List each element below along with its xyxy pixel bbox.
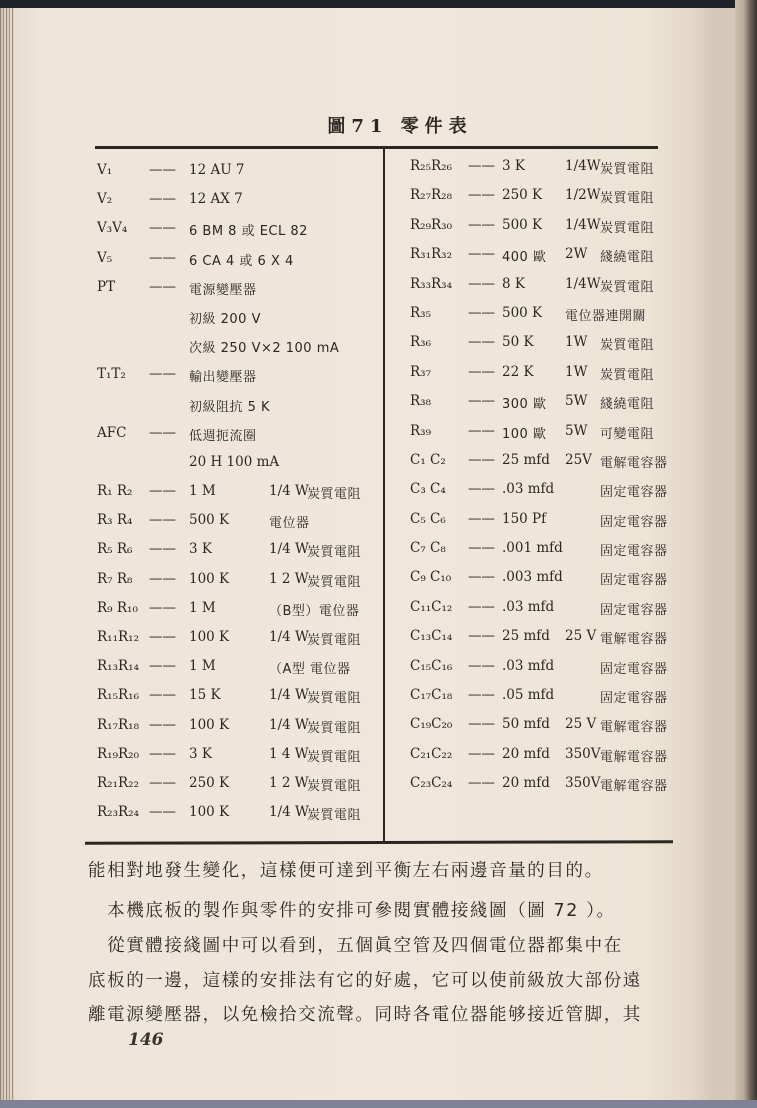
separator-dash: —— xyxy=(149,191,176,208)
parts-list-left-column xyxy=(97,162,379,833)
part-type: 炭質電阻 xyxy=(307,633,362,648)
part-value: 次級 250 V×2 100 mA xyxy=(189,341,340,357)
separator-dash: —— xyxy=(468,158,495,174)
part-type: 炭質電阻 xyxy=(600,191,655,207)
part-rating: 電位器連開關 xyxy=(565,308,647,324)
part-value: 400 歐 xyxy=(502,250,547,266)
part-type: 炭質電阻 xyxy=(307,808,362,824)
part-value: 1 M xyxy=(189,483,216,500)
part-designator: R₂₃R₂₄ xyxy=(97,804,139,821)
parts-table-row xyxy=(97,220,379,249)
parts-table-row xyxy=(410,746,680,775)
part-rating: 1/4 W xyxy=(269,687,309,704)
part-type: 電解電容器 xyxy=(600,720,668,736)
separator-dash: —— xyxy=(468,598,495,615)
part-designator: V₁ xyxy=(97,162,113,178)
part-rating: 25 V xyxy=(565,716,597,733)
part-designator: R₁₇R₁₈ xyxy=(97,716,139,733)
part-designator: R₅ R₆ xyxy=(97,541,133,558)
part-designator: R₃₉ xyxy=(410,422,431,439)
part-value: 100 歐 xyxy=(502,426,547,442)
separator-dash: —— xyxy=(468,716,495,733)
parts-table-row xyxy=(97,804,379,833)
part-designator: R₇ R₈ xyxy=(97,570,133,587)
part-rating: 1 2 W xyxy=(269,774,309,791)
separator-dash: —— xyxy=(468,451,495,468)
part-designator: T₁T₂ xyxy=(97,366,126,383)
body-paragraph-line: 從實體接綫圖中可以看到，五個眞空管及四個電位器都集中在 xyxy=(88,936,623,956)
table-column-divider xyxy=(383,148,385,842)
separator-dash: —— xyxy=(149,249,176,266)
separator-dash: —— xyxy=(149,745,176,762)
separator-dash: —— xyxy=(149,687,176,704)
parts-table-row xyxy=(410,364,680,393)
parts-list-right-column xyxy=(410,158,680,805)
part-value: 25 mfd xyxy=(502,628,550,645)
part-type: 固定電容器 xyxy=(600,573,668,589)
separator-dash: —— xyxy=(149,804,176,821)
part-rating: 1/2W xyxy=(565,187,601,204)
part-designator: C₅ C₆ xyxy=(410,510,446,527)
separator-dash: —— xyxy=(468,304,495,321)
part-type: 炭質電阻 xyxy=(600,338,655,354)
part-type: 炭質電阻 xyxy=(600,220,655,236)
part-designator: R₃₅ xyxy=(410,304,431,321)
parts-table-row xyxy=(410,775,680,804)
part-designator: V₃V₄ xyxy=(97,220,128,237)
separator-dash: —— xyxy=(149,483,176,500)
part-rating: 350V xyxy=(565,745,601,762)
part-designator: C₂₁C₂₂ xyxy=(410,745,453,762)
part-value: 3 K xyxy=(189,541,212,558)
part-rating: （A型 電位器 xyxy=(269,662,351,678)
part-type: 炭質電阻 xyxy=(307,574,362,590)
part-type: 炭質電阻 xyxy=(600,367,655,383)
part-value: 20 mfd xyxy=(502,775,550,792)
part-value: 低週扼流圈 xyxy=(189,428,257,444)
parts-table-row xyxy=(410,334,680,363)
parts-table-row xyxy=(97,775,379,804)
part-value: 6 CA 4 或 6 X 4 xyxy=(189,253,294,269)
separator-dash: —— xyxy=(149,570,176,587)
part-rating: 1/4 W xyxy=(269,804,309,821)
parts-table-row xyxy=(410,187,680,216)
part-value: 1 M xyxy=(189,658,216,675)
part-rating: 350V xyxy=(565,775,601,792)
part-designator: C₁₁C₁₂ xyxy=(410,598,453,615)
separator-dash: —— xyxy=(468,510,495,527)
parts-table-row xyxy=(97,600,379,629)
parts-table-row xyxy=(97,717,379,746)
part-value: 50 mfd xyxy=(502,716,550,733)
part-value: 22 K xyxy=(502,363,534,380)
part-designator: C₉ C₁₀ xyxy=(410,569,452,586)
part-designator: R₁ R₂ xyxy=(97,483,133,500)
parts-table-row xyxy=(97,366,379,395)
parts-table-row xyxy=(410,423,680,452)
part-designator: C₁₅C₁₆ xyxy=(410,657,453,674)
figure-title: 圖71 零件表 xyxy=(327,116,473,137)
part-value: 初級阻抗 5 K xyxy=(189,399,271,415)
part-designator: V₅ xyxy=(97,249,113,266)
part-designator: PT xyxy=(97,278,116,295)
part-designator: C₁₉C₂₀ xyxy=(410,716,453,733)
part-value: 500 K xyxy=(502,216,543,233)
part-value: 150 Pf xyxy=(502,510,547,527)
part-designator: C₂₃C₂₄ xyxy=(410,775,453,792)
parts-table-row xyxy=(97,483,379,512)
part-value: .03 mfd xyxy=(502,657,555,674)
part-rating: 1/4W xyxy=(565,216,601,233)
part-rating: 1 4 W xyxy=(269,745,309,762)
separator-dash: —— xyxy=(149,658,176,675)
part-type: 電解電容器 xyxy=(600,779,668,795)
parts-table-row xyxy=(97,425,379,454)
parts-table-row xyxy=(410,511,680,540)
separator-dash: —— xyxy=(468,246,495,263)
part-rating: 1/4 W xyxy=(269,629,309,645)
part-type: 炭質電阻 xyxy=(307,545,362,561)
part-value: 1 M xyxy=(189,599,216,616)
parts-table-row xyxy=(410,217,680,246)
body-paragraph-line: 本機底板的製作與零件的安排可參閱實體接綫圖（圖 72 ）。 xyxy=(88,901,616,921)
part-value: 15 K xyxy=(189,687,221,704)
part-designator: C₇ C₈ xyxy=(410,540,446,557)
part-value: 20 mfd xyxy=(502,745,550,762)
part-designator: R₁₃R₁₄ xyxy=(97,658,139,675)
separator-dash: —— xyxy=(468,569,495,586)
part-type: 炭質電阻 xyxy=(307,487,362,503)
body-paragraph-line: 離電源變壓器，以免檢拾交流聲。同時各電位器能够接近管脚，其 xyxy=(88,1005,642,1025)
parts-table-row xyxy=(97,541,379,570)
part-value: 100 K xyxy=(189,570,230,587)
part-rating: 1/4W xyxy=(565,158,601,174)
parts-table-row xyxy=(410,452,680,481)
part-value: .001 mfd xyxy=(502,540,563,557)
part-type: 固定電容器 xyxy=(600,485,668,501)
separator-dash: —— xyxy=(468,393,495,410)
part-value: 100 K xyxy=(189,804,230,821)
part-designator: C₁₃C₁₄ xyxy=(410,628,453,645)
separator-dash: —— xyxy=(468,687,495,704)
parts-table-row xyxy=(97,571,379,600)
part-value: 3 K xyxy=(189,745,212,762)
separator-dash: —— xyxy=(149,774,176,791)
separator-dash: —— xyxy=(149,541,176,558)
part-designator: R₂₅R₂₆ xyxy=(410,158,452,174)
part-value: 8 K xyxy=(502,275,525,292)
separator-dash: —— xyxy=(149,366,176,383)
part-type: 固定電容器 xyxy=(600,661,668,677)
separator-dash: —— xyxy=(468,334,495,351)
part-designator: C₃ C₄ xyxy=(410,481,446,498)
part-designator: R₁₁R₁₂ xyxy=(97,629,139,645)
parts-table-row xyxy=(97,746,379,775)
table-top-rule xyxy=(95,146,658,149)
separator-dash: —— xyxy=(468,628,495,645)
part-rating: 25 V xyxy=(565,628,597,645)
parts-table-row xyxy=(410,393,680,422)
part-rating: 1/4W xyxy=(565,275,601,292)
parts-table-row xyxy=(410,276,680,305)
parts-table-row xyxy=(410,481,680,510)
part-designator: R₂₇R₂₈ xyxy=(410,187,452,204)
parts-table-row xyxy=(97,162,379,191)
parts-table-row xyxy=(97,687,379,716)
parts-table-row xyxy=(410,599,680,628)
parts-table-row xyxy=(410,540,680,569)
part-value: 12 AX 7 xyxy=(189,191,243,208)
parts-table-row xyxy=(97,512,379,541)
scan-bottom-edge xyxy=(0,1100,757,1108)
page-number: 146 xyxy=(128,1030,164,1050)
parts-table-row xyxy=(97,629,379,658)
part-designator: R₃₆ xyxy=(410,334,431,351)
part-rating: 1 2 W xyxy=(269,570,309,587)
separator-dash: —— xyxy=(468,540,495,557)
page-stack-edges xyxy=(0,8,14,1100)
part-value: .003 mfd xyxy=(502,569,563,586)
part-rating: 1W xyxy=(565,363,588,380)
parts-table-row xyxy=(410,716,680,745)
part-value: 500 K xyxy=(502,304,543,321)
part-rating: 1/4 W xyxy=(269,541,309,558)
part-value: .03 mfd xyxy=(502,598,555,615)
part-designator: R₂₉R₃₀ xyxy=(410,216,452,233)
separator-dash: —— xyxy=(468,481,495,498)
separator-dash: —— xyxy=(149,424,176,441)
part-value: 電源變壓器 xyxy=(189,282,257,298)
part-type: 綫繞電阻 xyxy=(600,250,655,266)
separator-dash: —— xyxy=(468,745,495,762)
part-rating: 2W xyxy=(565,246,588,263)
part-value: 250 K xyxy=(502,187,543,204)
part-designator: R₁₅R₁₆ xyxy=(97,687,139,704)
part-designator: R₃ R₄ xyxy=(97,512,133,529)
parts-table-row xyxy=(97,279,379,308)
book-gutter xyxy=(735,0,757,1108)
part-rating: 5W xyxy=(565,422,588,439)
part-value: 6 BM 8 或 ECL 82 xyxy=(189,224,308,240)
part-type: 綫繞電阻 xyxy=(600,397,655,413)
separator-dash: —— xyxy=(468,216,495,233)
separator-dash: —— xyxy=(468,363,495,380)
body-paragraph-line: 能相對地發生變化，這樣便可達到平衡左右兩邊音量的目的。 xyxy=(88,861,604,881)
separator-dash: —— xyxy=(149,512,176,529)
parts-table-row xyxy=(410,658,680,687)
part-value: 100 K xyxy=(189,629,230,645)
part-type: 固定電容器 xyxy=(600,602,668,618)
part-value: 250 K xyxy=(189,774,230,791)
separator-dash: —— xyxy=(149,599,176,616)
separator-dash: —— xyxy=(468,657,495,674)
parts-table-row xyxy=(97,396,379,425)
separator-dash: —— xyxy=(468,775,495,792)
separator-dash: —— xyxy=(468,422,495,439)
part-value: 300 歐 xyxy=(502,397,547,413)
part-value: 輸出變壓器 xyxy=(189,370,257,386)
part-rating: 1/4 W xyxy=(269,483,309,500)
part-type: 炭質電阻 xyxy=(307,749,362,765)
parts-table-row xyxy=(97,658,379,687)
parts-table-row xyxy=(410,569,680,598)
part-designator: R₉ R₁₀ xyxy=(97,599,138,616)
part-value: 初級 200 V xyxy=(189,311,261,327)
part-value: 50 K xyxy=(502,334,534,351)
part-designator: C₁ C₂ xyxy=(410,451,446,468)
parts-table-row xyxy=(97,454,379,483)
separator-dash: —— xyxy=(468,275,495,292)
parts-table-row xyxy=(410,628,680,657)
separator-dash: —— xyxy=(149,716,176,733)
separator-dash: —— xyxy=(149,162,176,178)
separator-dash: —— xyxy=(468,187,495,204)
part-designator: C₁₇C₁₈ xyxy=(410,687,453,704)
part-designator: AFC xyxy=(97,424,127,441)
part-type: 電解電容器 xyxy=(600,455,668,471)
parts-table-row xyxy=(410,305,680,334)
part-type: 固定電容器 xyxy=(600,514,668,530)
parts-table-row xyxy=(97,191,379,220)
parts-table-row xyxy=(410,246,680,275)
part-type: 電解電容器 xyxy=(600,632,668,648)
part-value: 20 H 100 mA xyxy=(189,453,280,470)
part-rating: 1/4 W xyxy=(269,716,309,733)
part-rating: 電位器 xyxy=(269,516,310,532)
separator-dash: —— xyxy=(149,629,176,645)
part-type: 電解電容器 xyxy=(600,749,668,765)
part-rating: 5W xyxy=(565,393,588,410)
parts-table-row xyxy=(410,687,680,716)
parts-table-row xyxy=(410,158,680,187)
part-value: 25 mfd xyxy=(502,451,550,468)
part-type: 固定電容器 xyxy=(600,691,668,707)
part-value: .05 mfd xyxy=(502,687,555,704)
part-type: 炭質電阻 xyxy=(600,162,655,177)
part-type: 炭質電阻 xyxy=(307,720,362,736)
separator-dash: —— xyxy=(149,278,176,295)
part-value: 100 K xyxy=(189,716,230,733)
part-value: 500 K xyxy=(189,512,230,529)
part-rating: （B型）電位器 xyxy=(269,603,360,619)
part-designator: R₃₇ xyxy=(410,363,431,380)
part-designator: R₃₃R₃₄ xyxy=(410,275,452,292)
part-designator: R₁₉R₂₀ xyxy=(97,745,139,762)
scan-top-edge xyxy=(0,0,757,8)
parts-table-row xyxy=(97,337,379,366)
part-type: 炭質電阻 xyxy=(307,691,362,707)
part-type: 炭質電阻 xyxy=(600,279,655,295)
part-value: .03 mfd xyxy=(502,481,555,498)
part-designator: R₃₈ xyxy=(410,393,431,410)
part-type: 炭質電阻 xyxy=(307,778,362,794)
part-value: 12 AU 7 xyxy=(189,162,245,178)
parts-table-row xyxy=(97,250,379,279)
part-rating: 25V xyxy=(565,451,592,468)
part-designator: R₂₁R₂₂ xyxy=(97,774,139,791)
part-type: 可變電阻 xyxy=(600,426,655,442)
body-paragraph-line: 底板的一邊，這樣的安排法有它的好處，它可以使前級放大部份遠 xyxy=(88,971,642,991)
part-designator: V₂ xyxy=(97,191,113,208)
separator-dash: —— xyxy=(149,220,176,237)
parts-table-row xyxy=(97,308,379,337)
part-value: 3 K xyxy=(502,158,525,174)
part-rating: 1W xyxy=(565,334,588,351)
part-type: 固定電容器 xyxy=(600,544,668,560)
part-designator: R₃₁R₃₂ xyxy=(410,246,452,263)
